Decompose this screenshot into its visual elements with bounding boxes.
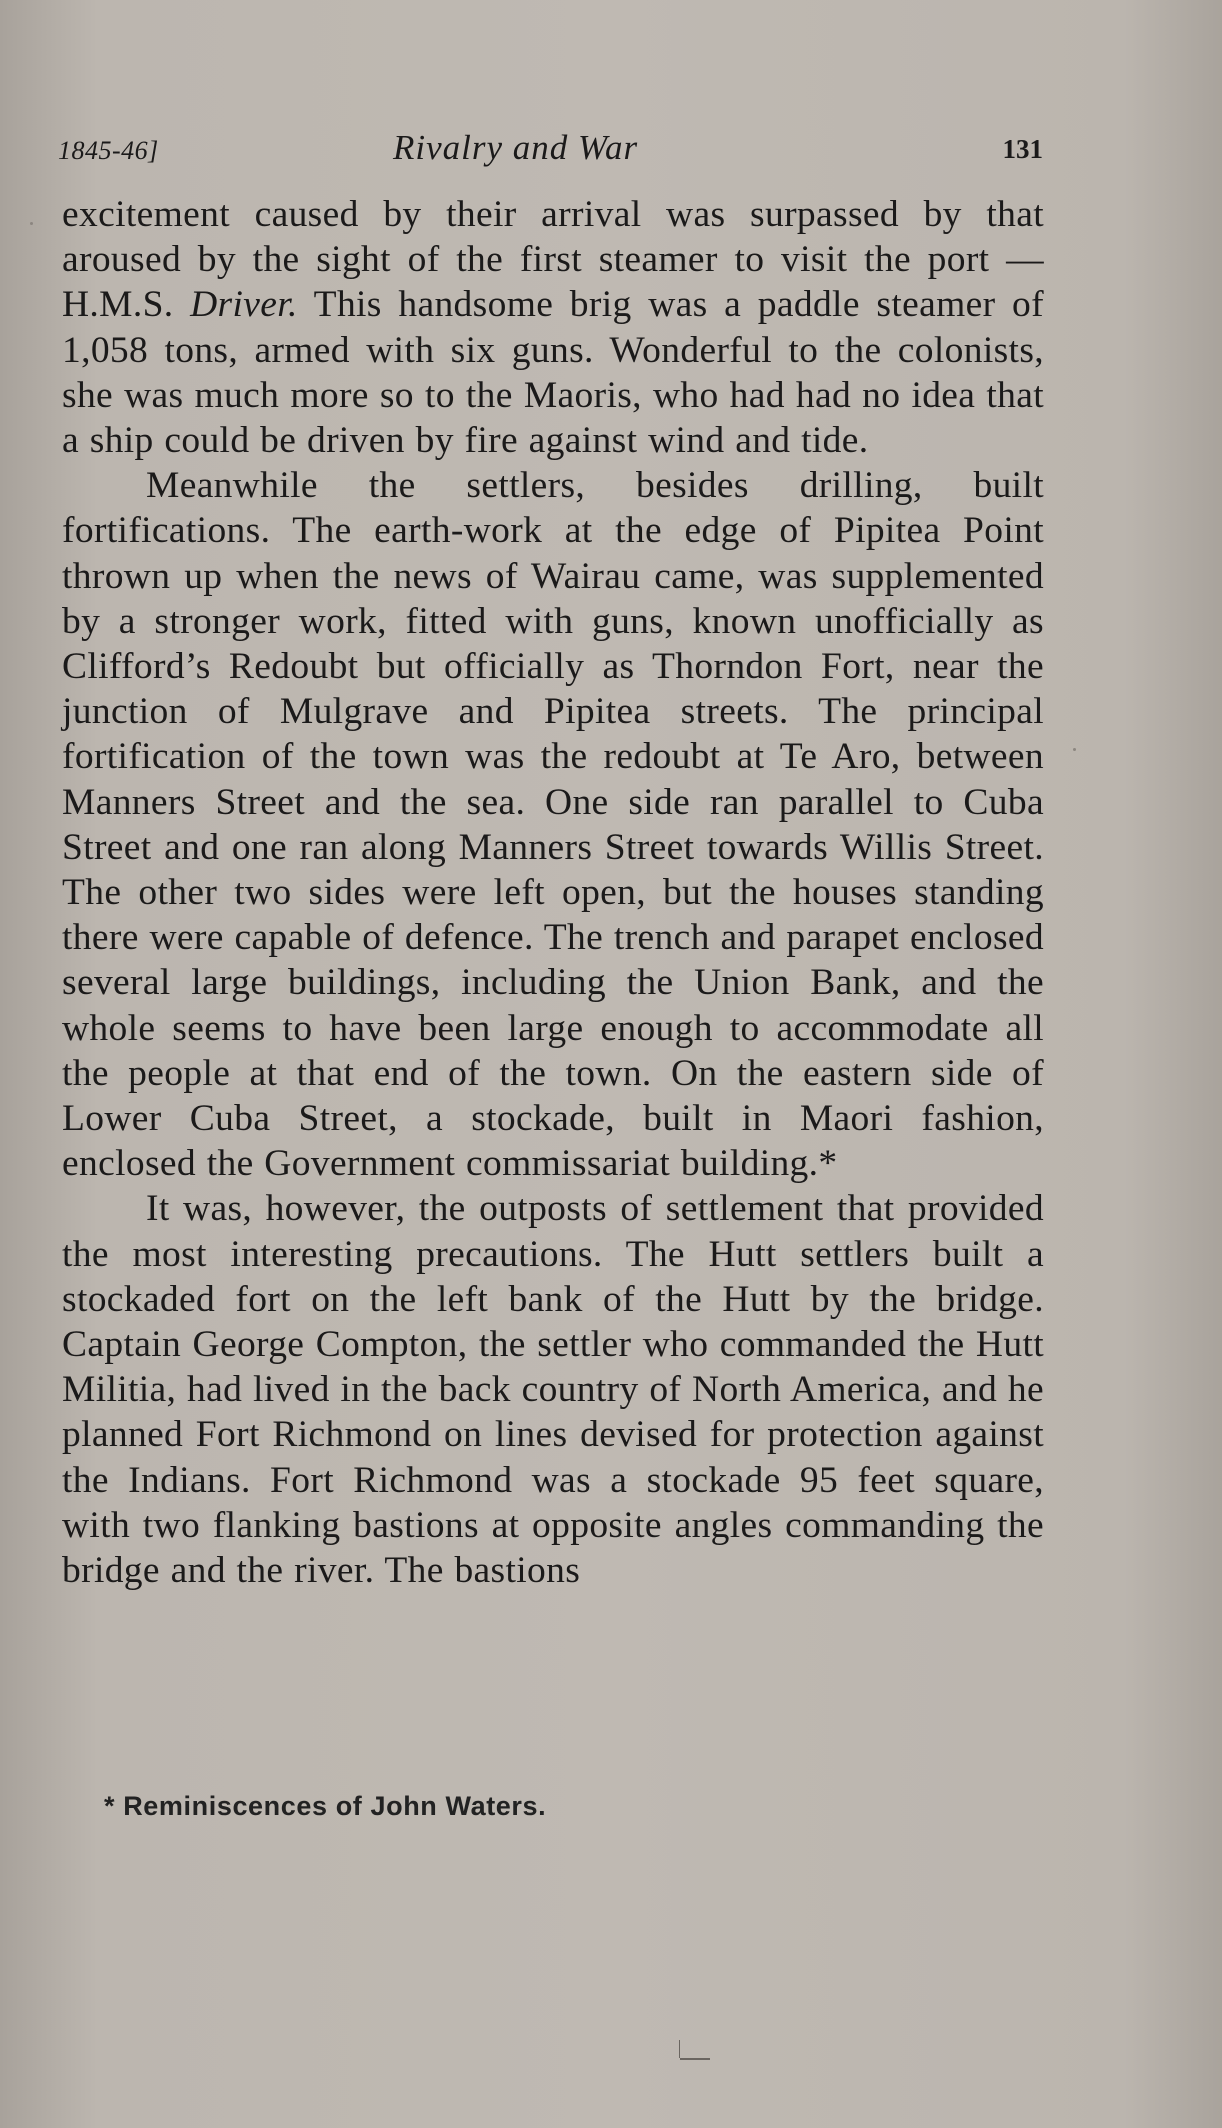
paragraph-2: Meanwhile the settlers, besides drilling, built fortifications. The earth-work at the edge of Pipitea Point thrown up when the news of Wairau came, was supplemented by a stronger work, fitted with guns, known unofficially as Clifford’s Redoubt but officially as Thorndon Fort, near the junction of Mulgrave and Pipitea streets. The principal fortification of the town was the redoubt at Te Aro, between Manners Street and the sea. One side ran parallel to Cuba Street and one ran along Manners Street towards Willis Street. The other two sides were left open, but the houses standing there were capable of defence. The trench and parapet enclosed several large buildings, including the Union Bank, and the whole seems to have been large enough to accommodate all the people at that end of the town. On the eastern side of Lower Cuba Street, a stockade, built in Maori fashion, enclosed the Government commissariat building.* (62, 465, 1044, 1185)
ship-name-italic: Driver. (190, 284, 298, 326)
paper-mark (680, 2058, 710, 2060)
paragraph-1-text-a: excitement caused by their arrival was surpassed by that aroused by the sight of the first steamer to visit the port —H.M.S. (62, 194, 1044, 326)
header-running-title: Rivalry and War (393, 128, 639, 167)
header-date-range: 1845-46] (58, 136, 159, 165)
paragraph-1 (62, 192, 1044, 463)
body-text (62, 192, 1044, 1593)
paper-mark (679, 2040, 680, 2058)
footnote: * Reminiscences of John Waters. (104, 1791, 547, 1821)
paragraph-1-text-b: This handsome brig was a paddle steamer of 1,058 tons, armed with six guns. Wonderful to the colonists, she was much more so to the Maoris, who had had no idea that a ship could be driven by fire against wind and tide. (62, 284, 1044, 462)
paragraph-3: It was, however, the outposts of settlement that provided the most interesting precautions. The Hutt settlers built a stockaded fort on the left bank of the Hutt by the bridge. Captain George Compton, the settler who commanded the Hutt Militia, had lived in the back country of North America, and he planned Fort Richmond on lines devised for protection against the Indians. Fort Richmond was a stockade 95 feet square, with two flanking bastions at opposite angles commanding the bridge and the river. The bastions (62, 1188, 1044, 1592)
paper-speck (1073, 748, 1076, 751)
running-header (58, 128, 1046, 168)
paper-speck (30, 222, 33, 225)
header-page-number: 131 (1002, 134, 1043, 164)
